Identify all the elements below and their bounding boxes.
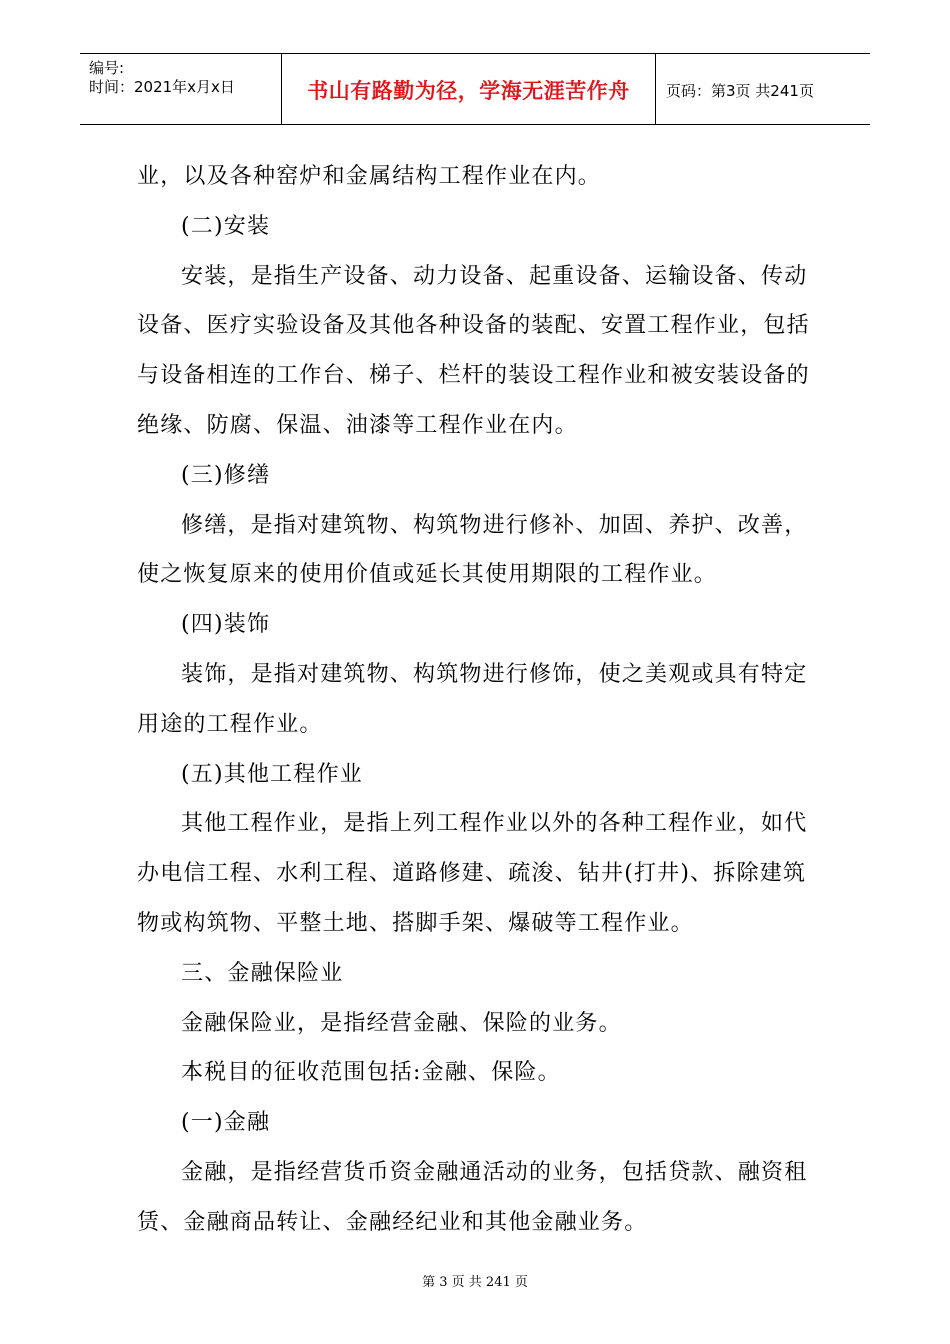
paragraph: 其他工程作业，是指上列工程作业以外的各种工程作业，如代办电信工程、水利工程、道路修建、疏浚、钻井(打井)、拆除建筑物或构筑物、平整土地、搭脚手架、爆破等工程作业。: [137, 811, 808, 936]
section-heading: (一)金融: [181, 1110, 271, 1136]
paragraph: 本税目的征收范围包括:金融、保险。: [181, 1060, 561, 1086]
section-heading: (四)装饰: [181, 612, 271, 638]
header-table: [80, 53, 870, 125]
header-page-cell: [656, 54, 870, 124]
paragraph: 安装，是指生产设备、动力设备、起重设备、运输设备、传动设备、医疗实验设备及其他各种设备的装配、安置工程作业，包括与设备相连的工作台、梯子、栏杆的装设工程作业和被安装设备的绝缘、防腐、保温、油漆等工程作业在内。: [137, 263, 810, 438]
section-heading: (三)修缮: [181, 462, 271, 488]
section-heading: (二)安装: [181, 213, 271, 239]
header-motto-cell: [282, 54, 656, 124]
motto-text: 书山有路勤为径，学海无涯苦作舟: [307, 79, 630, 103]
document-body: [137, 152, 827, 1248]
header-meta-cell: [80, 54, 282, 124]
header-page-info: 页码：第3页 共241页: [666, 82, 814, 100]
paragraph: 装饰，是指对建筑物、构筑物进行修饰，使之美观或具有特定用途的工程作业。: [137, 661, 808, 737]
doc-number-label: 编号:: [89, 59, 125, 77]
date-label: 时间：2021年x月x日: [89, 78, 235, 96]
paragraph: 修缮，是指对建筑物、构筑物进行修补、加固、养护、改善，使之恢复原来的使用价值或延长其使用期限的工程作业。: [137, 512, 808, 588]
section-heading: (五)其他工程作业: [181, 761, 363, 787]
paragraph: 金融保险业，是指经营金融、保险的业务。: [181, 1010, 622, 1036]
paragraph: 业，以及各种窑炉和金属结构工程作业在内。: [137, 164, 602, 189]
paragraph: 金融，是指经营货币资金融通活动的业务，包括贷款、融资租赁、金融商品转让、金融经纪业和其他金融业务。: [137, 1159, 808, 1235]
section-heading: 三、金融保险业: [181, 960, 344, 986]
page-footer: 第 3 页 共 241 页: [422, 1275, 528, 1290]
